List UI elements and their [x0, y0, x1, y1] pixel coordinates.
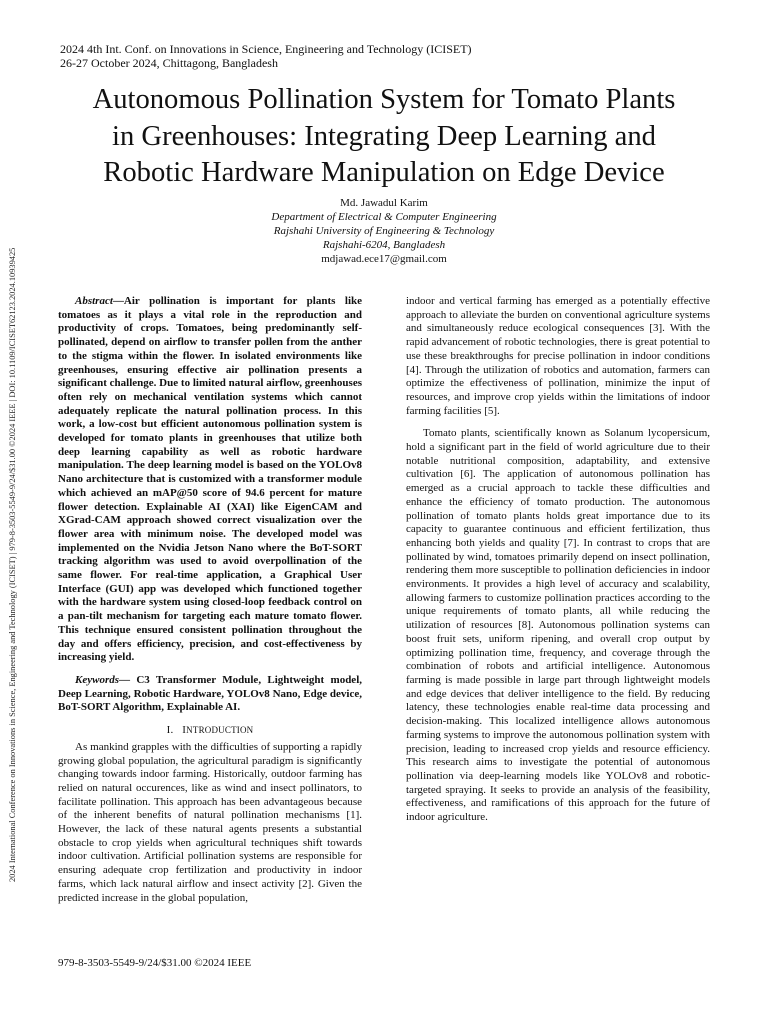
- author-department: Department of Electrical & Computer Engineering: [271, 211, 497, 223]
- author-university: Rajshahi University of Engineering & Technology: [273, 225, 495, 237]
- left-column: [58, 295, 362, 905]
- body-paragraph-continued: indoor and vertical farming has emerged as a potentially effective approach to alleviate the burden on conventional agriculture systems and simultaneously reduce ecological consequences [3]. With the rapid advancement of robotic technologies, there is great potential to use these breakthroughs for precise pollination in indoor conditions [4]. Through the utilization of robotics and automation, farmers can optimize the effectiveness of pollination, minimize the input of resources, and improve crop yields within the limitations of indoor farming facilities [5].: [406, 295, 710, 417]
- conference-date-location: 26-27 October 2024, Chittagong, Bangladesh: [60, 56, 278, 70]
- conference-header: [60, 42, 472, 70]
- author-block: [200, 196, 568, 266]
- doi-side-banner: 2024 International Conference on Innovations in Science, Engineering and Technology (ICISET) | 979-8-3503-5549-9/24/$31.00 ©2024 IEEE | DOI: 10.1109/ICISET62123.2024.10939425: [8, 247, 17, 882]
- keywords: Keywords— C3 Transformer Module, Lightweight model, Deep Learning, Robotic Hardware, YOLOv8 Nano, Edge device, BoT-SORT Algorithm, Explainable AI.: [58, 673, 362, 714]
- abstract: Abstract—Air pollination is important for plants like tomatoes as it plays a vital role in the reproduction and productivity of crops. Tomatoes, being predominantly self-pollinated, depend on airflow to transfer pollen from the anther to the stigma within the flower. In isolated environments like greenhouses, ensuring effective air pollination presents a significant challenge. Due to limited natural airflow, greenhouses often rely on mechanical ventilation systems which cannot adequately replicate the natural pollination process. In this work, a low-cost but efficient autonomous pollination system is developed for tomato plants in greenhouses that utilize both deep learning capability as well as robotic hardware manipulation. The deep learning model is based on the YOLOv8 Nano architecture that is customized with a transformer module which achieved an mAP@50 score of 94.6 percent for mature flower detection. Explainable AI (XAI) like EigenCAM and XGrad-CAM approach showed correct visualization over the flower area with minimum noise. The developed model was implemented on the Nvidia Jetson Nano where the BoT-SORT tracking algorithm was used to avoid overpollination of the same flower. For real-time application, a Graphical User Interface (GUI) app was developed which functioned together with the hardware system using closed-loop feedback control on a pan-tilt mechanism for targeting each mature tomato flower. This technique ensured consistent pollination throughout the day and offers efficiency, precision, and cost-effectiveness by increasing yield.: [58, 295, 362, 664]
- copyright-footer: 979-8-3503-5549-9/24/$31.00 ©2024 IEEE: [58, 957, 252, 969]
- paper-title: [50, 82, 718, 192]
- author-city: Rajshahi-6204, Bangladesh: [322, 239, 446, 251]
- keywords-text: C3 Transformer Module, Lightweight model, Deep Learning, Robotic Hardware, YOLOv8 Nano, Edge device, BoT-SORT Algorithm, Explainable AI.: [58, 673, 362, 714]
- abstract-text: Air pollination is important for plants like tomatoes as it plays a vital role in the reproduction and productivity of crops. Tomatoes, being predominantly self-pollinated, depend on airflow to transfer pollen from the anther to the stigma within the flower. In isolated environments like greenhouses, ensuring effective air pollination presents a significant challenge. Due to limited natural airflow, greenhouses often rely on mechanical ventilation systems which cannot adequately replicate the natural pollination process. In this work, a low-cost but efficient autonomous pollination system is developed for tomato plants in greenhouses that utilize both deep learning capability as well as robotic hardware manipulation. The deep learning model is based on the YOLOv8 Nano architecture that is customized with a transformer module which achieved an mAP@50 score of 94.6 percent for mature flower detection. Explainable AI (XAI) like EigenCAM and XGrad-CAM approach showed correct visualization over the flower area with minimum noise. The developed model was implemented on the Nvidia Jetson Nano where the BoT-SORT tracking algorithm was used to avoid overpollination of the same flower. For real-time application, a Graphical User Interface (GUI) app was developed which functioned together with the hardware system using closed-loop feedback control on a pan-tilt mechanism for targeting each mature tomato flower. This technique ensured consistent pollination throughout the day and offers efficiency, precision, and cost-effectiveness by increasing yield.: [58, 295, 362, 664]
- conference-name: 2024 4th Int. Conf. on Innovations in Science, Engineering and Technology (ICISET): [60, 42, 472, 56]
- title-line: in Greenhouses: Integrating Deep Learning and: [112, 120, 656, 152]
- section-number: I.: [166, 724, 174, 737]
- title-line: Robotic Hardware Manipulation on Edge Device: [103, 157, 665, 188]
- abstract-label: Abstract: [75, 295, 113, 307]
- section-title-rest: NTRODUCTION: [186, 725, 254, 736]
- section-title-initial: I: [182, 724, 187, 737]
- keywords-label: Keywords: [75, 673, 119, 686]
- right-column: [406, 295, 710, 825]
- title-line: Autonomous Pollination System for Tomato Plants: [92, 84, 676, 115]
- author-email: mdjawad.ece17@gmail.com: [321, 253, 447, 265]
- intro-paragraph: As mankind grapples with the difficulties of supporting a rapidly growing global population, the agricultural paradigm is significantly changing towards indoor farming. Historically, outdoor farming has relied on natural occurences, like as wind and insect pollinators, to facilitate pollination. This approach has been advantageous because of the inherent benefits of natural pollination mechanisms [1]. However, the lack of these natural agents presents a substantial obstacle to crop yields when agricultural techniques shift towards indoor cultivation. Artificial pollination systems are responsible for ensuring adequate crop fertilization and productivity in indoor farms, which lack natural airflow and insect activity [2]. Given the predicted increase in the global population,: [58, 740, 362, 904]
- body-paragraph-tomato: Tomato plants, scientifically known as Solanum lycopersicum, hold a significant part in the field of world agriculture due to their notable nutritional composition, adaptability, and extensive cultivation [6]. The application of autonomous pollination has emerged as a crucial approach to tackle these difficulties and enhance the efficiency of tomato production. The autonomous pollination of tomato plants holds great importance due to its capacity to guarantee continuous and efficient fertilization, thus enhancing both yields and quality [7]. In contrast to crops that are pollinated by wind, tomatoes primarily depend on insect pollination, rendering them more susceptible to pollination deficiencies in indoor environments. It provides a high level of accuracy and scalability, allowing farmers to customize pollination practices according to the unique requirements of tomato plants, all while reducing the utilization of resources [8]. Autonomous pollination systems can boost fruit sets, uniform ripening, and overall crop output by optimizing pollination time, frequency, and coverage through the combination of robots and artificial intelligence. Autonomous farming is made possible in large part through lightweight models and edge devices that deliver intelligence to the field. By reducing latency, these technologies enable real-time data processing and decision-making. This localized intelligence allows autonomous farming systems to improve the autonomous pollination system with precision, leading to increased crop yields and resource efficiency. This research aims to investigate the potential of autonomous pollination via deep-learning models like YOLOv8 and robotic-targeted spraying. It seeks to provide an analysis of the feasibility, effectiveness, and ramifications of this approach for the future of indoor agriculture.: [406, 427, 710, 824]
- section-heading-introduction: [58, 724, 362, 738]
- author-name: Md. Jawadul Karim: [340, 197, 428, 209]
